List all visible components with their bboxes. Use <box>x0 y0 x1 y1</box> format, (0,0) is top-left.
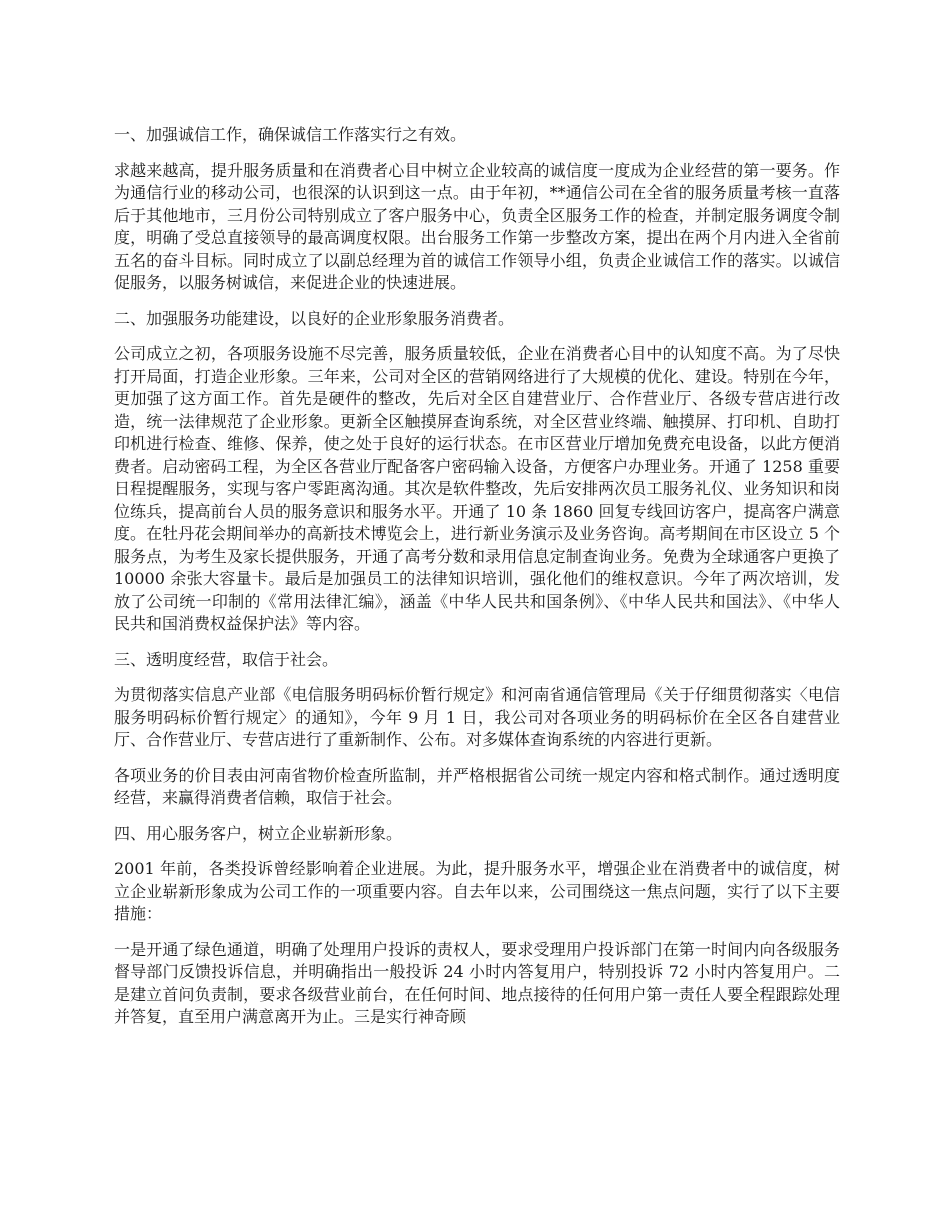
paragraph-integrity-body: 求越来越高，提升服务质量和在消费者心目中树立企业较高的诚信度一度成为企业经营的第一要务。作为通信行业的移动公司，也很深的认识到这一点。由于年初，**通信公司在全省的服务质量考核一直落后于其他地市，三月份公司特别成立了客户服务中心，负责全区服务工作的检查，并制定服务调度令制度，明确了受总直接领导的最高调度权限。出台服务工作第一步整改方案，提出在两个月内进入全省前五名的奋斗目标。同时成立了以副总经理为首的诚信工作领导小组，负责企业诚信工作的落实。以诚信促服务，以服务树诚信，来促进企业的快速进展。 <box>114 160 840 292</box>
heading-transparent-operation: 三、透明度经营，取信于社会。 <box>114 649 339 669</box>
heading-integrity-work: 一、加强诚信工作，确保诚信工作落实行之有效。 <box>114 125 467 144</box>
paragraph-complaints-intro: 2001 年前，各类投诉曾经影响着企业进展。为此，提升服务水平，增强企业在消费者中的诚信度，树立企业崭新形象成为公司工作的一项重要内容。自去年以来，公司围绕这一焦点问题，实行了以下主要措施： <box>114 859 840 923</box>
heading-serve-customers: 四、用心服务客户，树立企业崭新形象。 <box>114 823 403 843</box>
paragraph-price-list: 各项业务的价目表由河南省物价检查所监制，并严格根据省公司统一规定内容和格式制作。通过透明度经营，来赢得消费者信赖，取信于社会。 <box>114 765 840 807</box>
document-page <box>114 124 840 1042</box>
paragraph-service-facilities-body: 公司成立之初，各项服务设施不尽完善，服务质量较低，企业在消费者心目中的认知度不高。为了尽快打开局面，打造企业形象。三年来，公司对全区的营销网络进行了大规模的优化、建设。特别在今年，更加强了这方面工作。首先是硬件的整改，先后对全区自建营业厅、合作营业厅、各级专营店进行改造，统一法律规范了企业形象。更新全区触摸屏查询系统，对全区营业终端、触摸屏、打印机、自助打印机进行检查、维修、保养，使之处于良好的运行状态。在市区营业厅增加免费充电设备，以此方便消费者。启动密码工程，为全区各营业厅配备客户密码输入设备，方便客户办理业务。开通了 1258 重要日程提醒服务，实现与客户零距离沟通。其次是软件整改，先后安排两次员工服务礼仪、业务知识和岗位练兵，提高前台人员的服务意识和服务水平。开通了 10 条 1860 回复专线回访客户，提高客户满意度。在牡丹花会期间举办的高新技术博览会上，进行新业务演示及业务咨询。高考期间在市区设立 5 个服务点，为考生及家长提供服务，开通了高考分数和录用信息定制查询业务。免费为全球通客户更换了 10000 余张大容量卡。最后是加强员工的法律知识培训，强化他们的维权意识。今年了两次培训，发放了公司统一印制的《常用法律汇编》，涵盖《中华人民共和国条例》、《中华人民共和国法》、《中华人民共和国消费权益保护法》等内容。 <box>114 344 840 633</box>
paragraph-measures: 一是开通了绿色通道，明确了处理用户投诉的责权人，要求受理用户投诉部门在第一时间内向各级服务督导部门反馈投诉信息，并明确指出一般投诉 24 小时内答复用户，特别投诉 72 小时内答复用户。二是建立首问负责制，要求各级营业前台，在任何时间、地点接待的任何用户第一责任人要全程跟踪处理并答复，直至用户满意离开为止。三是实行神奇顾 <box>114 939 840 1026</box>
paragraph-pricing-rules: 为贯彻落实信息产业部《电信服务明码标价暂行规定》和河南省通信管理局《关于仔细贯彻落实〈电信服务明码标价暂行规定〉的通知》，今年 9 月 1 日，我公司对各项业务的明码标价在全区各自建营业厅、合作营业厅、专营店进行了重新制作、公布。对多媒体查询系统的内容进行更新。 <box>114 685 840 749</box>
heading-service-facilities: 二、加强服务功能建设，以良好的企业形象服务消费者。 <box>114 308 515 328</box>
